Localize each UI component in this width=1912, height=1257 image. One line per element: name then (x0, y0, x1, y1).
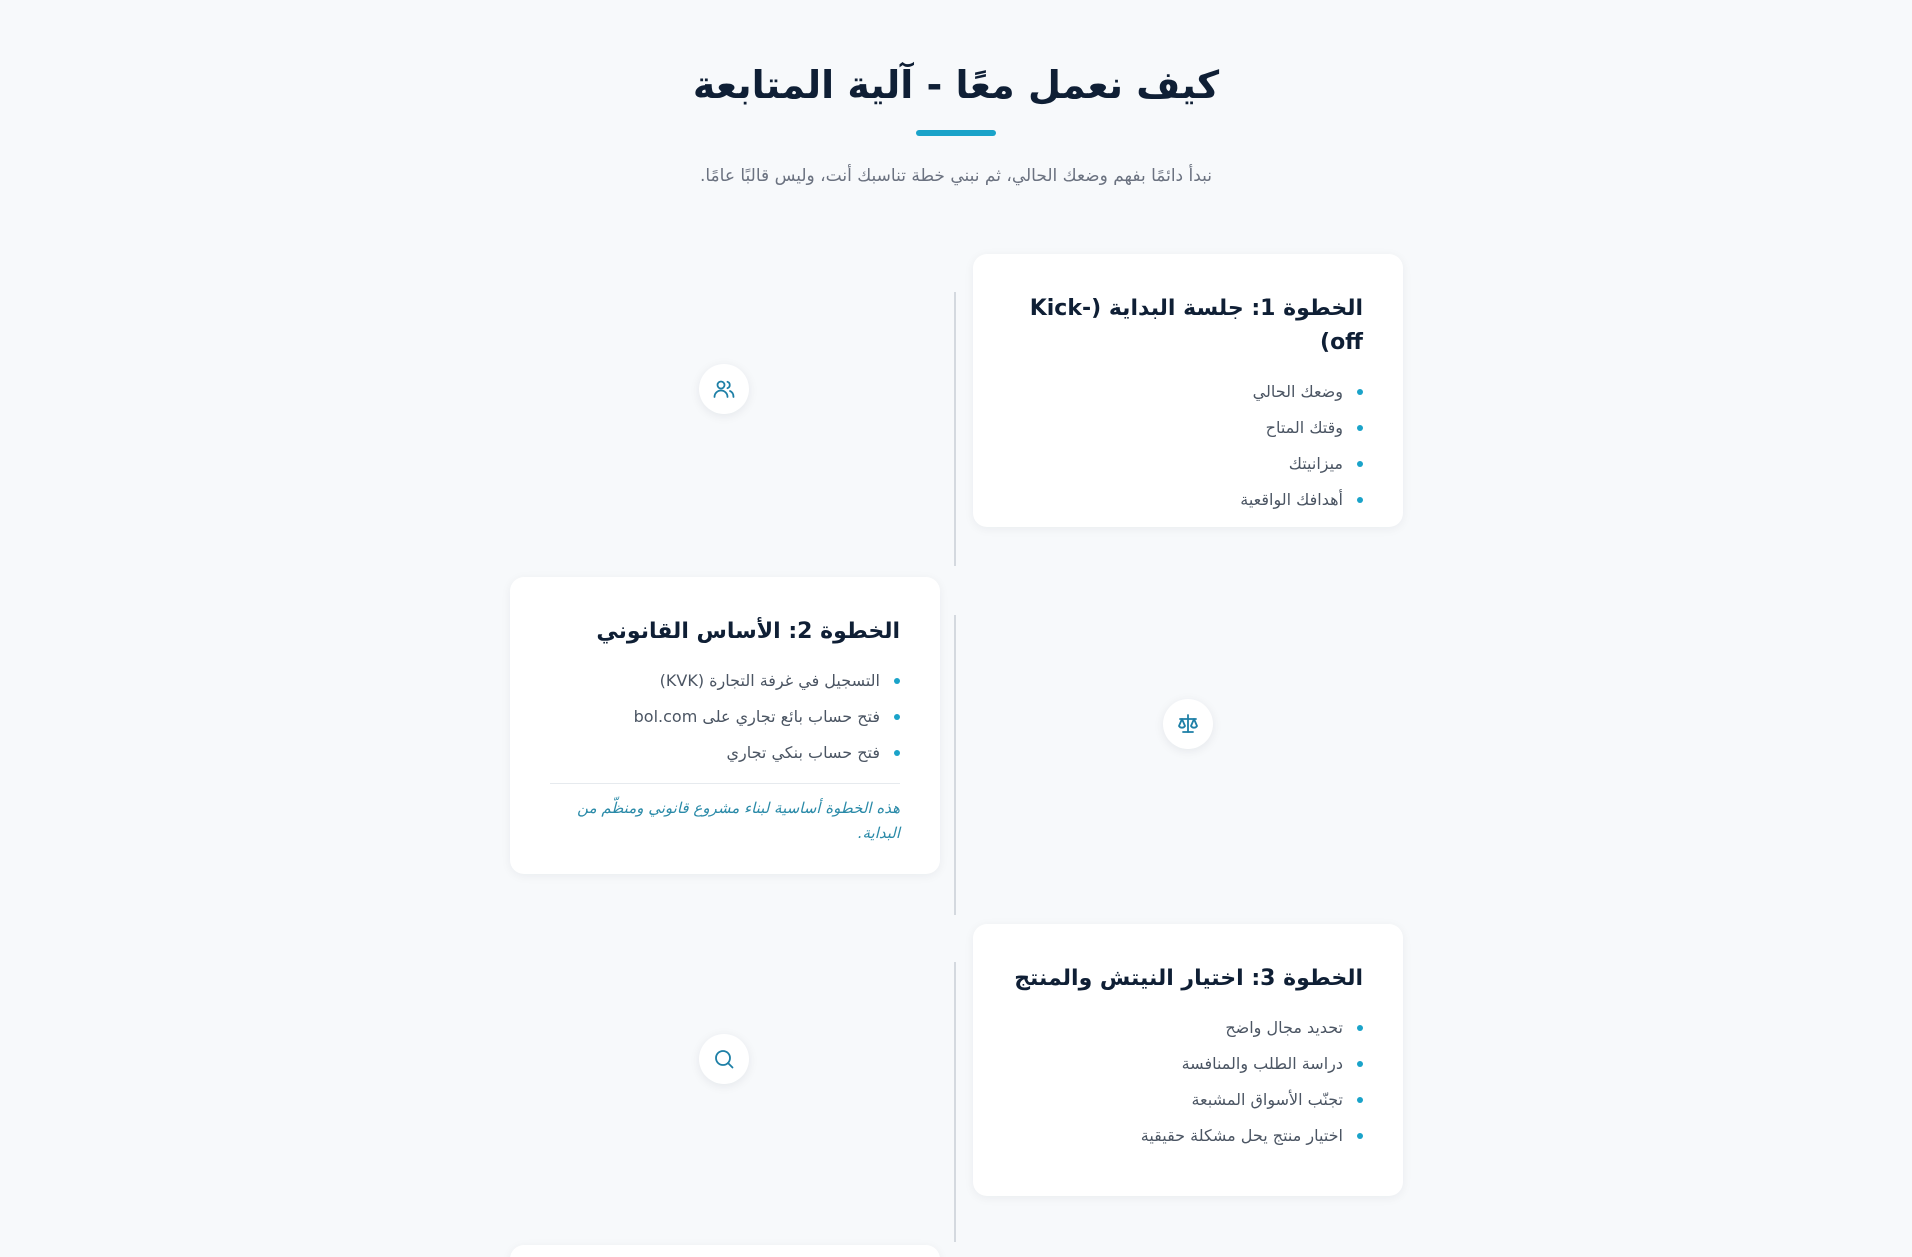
section-subtitle: نبدأ دائمًا بفهم وضعك الحالي، ثم نبني خطة تناسبك أنت، وليس قالبًا عامًا. (699, 166, 1213, 186)
list-item: دراسة الطلب والمنافسة (1013, 1046, 1363, 1082)
step-card-1 (973, 254, 1403, 527)
list-item: فتح حساب بائع تجاري على bol.com (550, 699, 900, 735)
title-underline (916, 130, 996, 136)
step-items (1013, 374, 1363, 518)
search-icon (699, 1034, 749, 1084)
step-title: الخطوة 2: الأساس القانوني (596, 619, 900, 644)
list-item: اختيار منتج يحل مشكلة حقيقية (1013, 1118, 1363, 1154)
list-item: فتح حساب بنكي تجاري (550, 735, 900, 771)
users-icon (699, 364, 749, 414)
timeline-line (954, 962, 956, 1242)
list-item: ميزانيتك (1013, 446, 1363, 482)
timeline-line (954, 615, 956, 915)
step-title: الخطوة 3: اختيار النيتش والمنتج (1014, 966, 1363, 991)
list-item: وقتك المتاح (1013, 410, 1363, 446)
list-item: التسجيل في غرفة التجارة (KVK) (550, 663, 900, 699)
step-card-4 (510, 1245, 940, 1257)
section-title: كيف نعمل معًا - آلية المتابعة (692, 63, 1220, 107)
scale-icon (1163, 699, 1213, 749)
step-items (1013, 1010, 1363, 1154)
list-item: أهدافك الواقعية (1013, 482, 1363, 518)
list-item: تجنّب الأسواق المشبعة (1013, 1082, 1363, 1118)
step-note: هذه الخطوة أساسية لبناء مشروع قانوني ومنظّم من البداية. (550, 783, 900, 846)
step-items (550, 663, 900, 771)
step-card-2 (510, 577, 940, 874)
timeline-line (954, 292, 956, 566)
list-item: وضعك الحالي (1013, 374, 1363, 410)
step-title: الخطوة 1: جلسة البداية (Kick-off) (1029, 296, 1363, 355)
step-card-3 (973, 924, 1403, 1196)
list-item: تحديد مجال واضح (1013, 1010, 1363, 1046)
